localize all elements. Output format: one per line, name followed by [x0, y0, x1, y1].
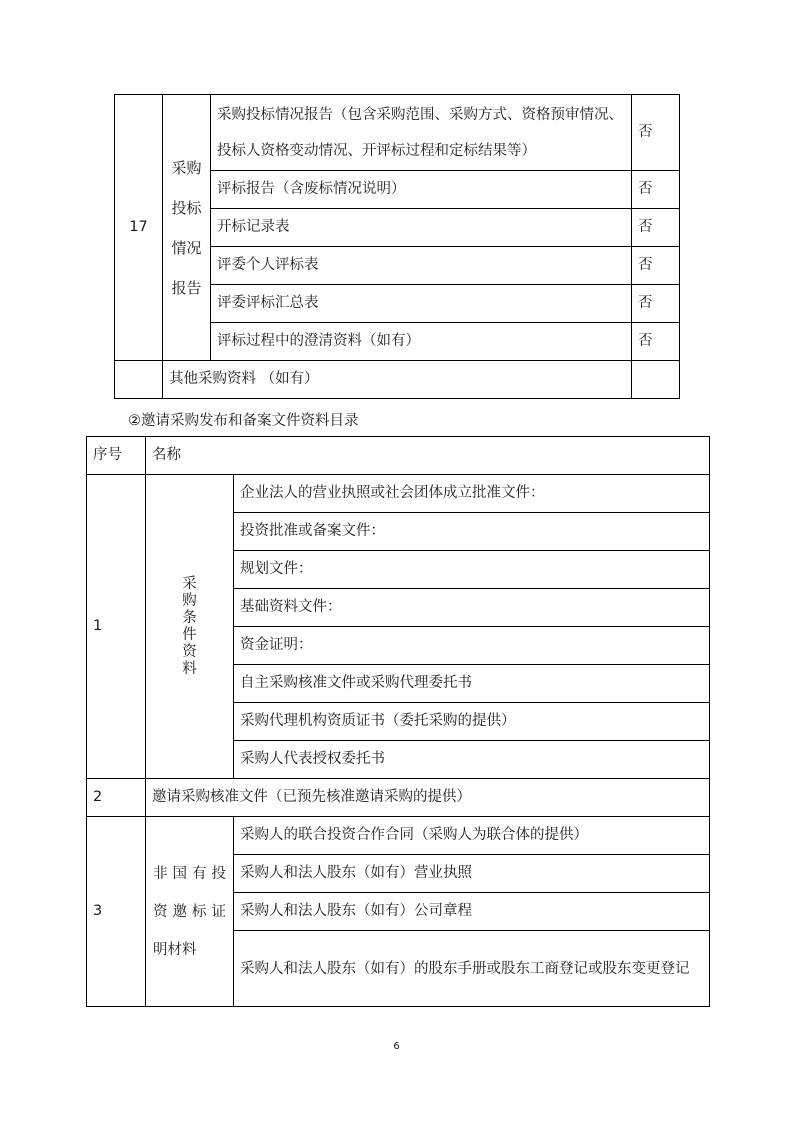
table-row	[115, 361, 680, 399]
document-name: 评委评标汇总表	[211, 285, 632, 323]
document-name: 规划文件：	[234, 551, 710, 589]
required-flag: 否	[632, 171, 680, 209]
item-number	[115, 361, 163, 399]
document-name: 基础资料文件：	[234, 589, 710, 627]
category-cell: 采 购 条 件 资 料	[146, 475, 234, 779]
document-name: 资金证明：	[234, 627, 710, 665]
required-flag: 否	[632, 95, 680, 171]
records-table-part1	[114, 94, 680, 399]
header-number: 序号	[87, 437, 146, 475]
document-name: 投资批准或备案文件：	[234, 513, 710, 551]
document-name: 采购人和法人股东（如有）的股东手册或股东工商登记或股东变更登记	[234, 931, 710, 1007]
required-flag: 否	[632, 323, 680, 361]
table-row	[87, 817, 710, 855]
document-name: 采购人和法人股东（如有）公司章程	[234, 893, 710, 931]
group-number: 2	[87, 779, 146, 817]
document-name: 开标记录表	[211, 209, 632, 247]
category-cell: 采购 投标 情况 报告	[163, 95, 211, 361]
document-name: 企业法人的营业执照或社会团体成立批准文件：	[234, 475, 710, 513]
table-row	[87, 779, 710, 817]
required-flag: 否	[632, 285, 680, 323]
document-name: 采购人和法人股东（如有）营业执照	[234, 855, 710, 893]
table-row	[115, 95, 680, 171]
required-flag: 否	[632, 209, 680, 247]
document-name: 采购人的联合投资合作合同（采购人为联合体的提供）	[234, 817, 710, 855]
records-table-part2	[86, 436, 710, 1007]
document-name: 采购代理机构资质证书（委托采购的提供）	[234, 703, 710, 741]
required-flag	[632, 361, 680, 399]
category-cell: 非国有投 资邀标证 明材料	[146, 817, 234, 1007]
table-row	[87, 475, 710, 513]
document-name: 评标报告（含废标情况说明）	[211, 171, 632, 209]
document-name: 其他采购资料 （如有）	[163, 361, 632, 399]
document-name: 评委个人评标表	[211, 247, 632, 285]
table-header-row	[87, 437, 710, 475]
section-caption: ②邀请采购发布和备案文件资料目录	[128, 413, 359, 429]
group-number: 3	[87, 817, 146, 1007]
page-number: 6	[393, 1041, 400, 1052]
document-name: 评标过程中的澄清资料（如有）	[211, 323, 632, 361]
required-flag: 否	[632, 247, 680, 285]
document-name: 采购人代表授权委托书	[234, 741, 710, 779]
document-name: 自主采购核准文件或采购代理委托书	[234, 665, 710, 703]
item-number: 17	[115, 95, 163, 361]
document-name: 邀请采购核准文件（已预先核准邀请采购的提供）	[146, 779, 710, 817]
group-number: 1	[87, 475, 146, 779]
document-name: 采购投标情况报告（包含采购范围、采购方式、资格预审情况、投标人资格变动情况、开评标过程和定标结果等）	[211, 95, 632, 171]
header-name: 名称	[146, 437, 710, 475]
